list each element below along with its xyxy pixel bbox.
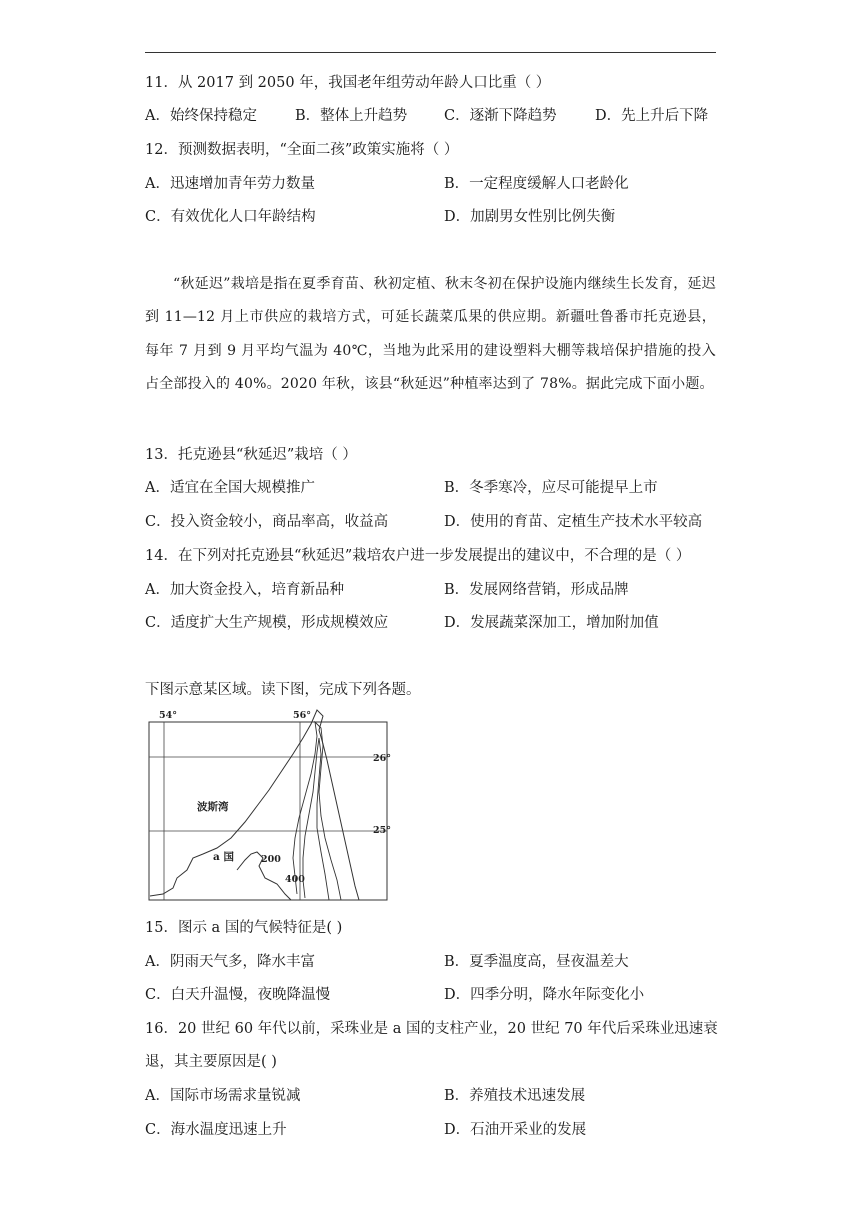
question-16-stem-line1: 16．20 世纪 60 年代以前，采珠业是 a 国的支柱产业，20 世纪 70 年代后采珠业迅速衰 <box>145 1021 718 1037</box>
question-11-option-b: B．整体上升趋势 <box>295 108 408 124</box>
question-15-option-b: B．夏季温度高，昼夜温差大 <box>444 954 629 970</box>
question-11-option-d: D．先上升后下降 <box>595 108 709 124</box>
question-16-option-b: B．养殖技术迅速发展 <box>444 1088 586 1104</box>
question-11-stem: 11．从 2017 到 2050 年，我国老年组劳动年龄人口比重（ ） <box>145 75 551 91</box>
question-13-option-c: C．投入资金较小，商品率高，收益高 <box>145 514 389 530</box>
passage-text: “秋延迟”栽培是指在夏季育苗、秋初定植、秋末冬初在保护设施内继续生长发育，延迟到 11—12 月上市供应的栽培方式，可延长蔬菜瓜果的供应期。新疆吐鲁番市托克逊县，每年 7 月到 9 月平均气温为 40℃，当地为此采用的建设塑料大棚等栽培保护措施的投入占全部投入的 40%。2020 年秋，该县“秋延迟”种植率达到了 78%。据此完成下面小题。 <box>145 276 716 392</box>
header-rule <box>145 52 716 53</box>
question-12-stem: 12．预测数据表明，“全面二孩”政策实施将（ ） <box>145 142 459 158</box>
question-14-option-c: C．适度扩大生产规模，形成规模效应 <box>145 615 389 631</box>
question-11-option-a: A．始终保持稳定 <box>145 108 257 124</box>
contour-label-200: 200 <box>261 854 281 865</box>
question-16-option-a: A．国际市场需求量锐减 <box>145 1088 301 1104</box>
question-14-option-d: D．发展蔬菜深加工，增加附加值 <box>444 615 659 631</box>
contour-400 <box>303 738 329 900</box>
question-11-option-c: C．逐渐下降趋势 <box>444 108 557 124</box>
question-14-stem: 14．在下列对托克逊县“秋延迟”栽培农户进一步发展提出的建议中，不合理的是（ ） <box>145 548 691 564</box>
question-13-option-a: A．适宜在全国大规模推广 <box>145 480 315 496</box>
coastline <box>150 710 359 900</box>
question-15-option-a: A．阴雨天气多，降水丰富 <box>145 954 315 970</box>
question-16-option-d: D．石油开采业的发展 <box>444 1122 587 1138</box>
question-16-stem-line2: 退，其主要原因是( ) <box>145 1054 277 1070</box>
lat-label-25: 25° <box>373 825 391 836</box>
question-13-option-b: B．冬季寒冷，应尽可能提早上市 <box>444 480 658 496</box>
label-persian-gulf: 波斯湾 <box>197 801 229 813</box>
question-14-option-a: A．加大资金投入，培育新品种 <box>145 582 344 598</box>
question-15-stem: 15．图示 a 国的气候特征是( ) <box>145 920 343 936</box>
question-14-option-b: B．发展网络营销，形成品牌 <box>444 582 629 598</box>
question-15-option-d: D．四季分明，降水年际变化小 <box>444 987 645 1003</box>
map-frame <box>149 722 387 900</box>
lon-label-56: 56° <box>293 710 311 721</box>
question-13-option-d: D．使用的育苗、定植生产技术水平较高 <box>444 514 703 530</box>
lon-label-54: 54° <box>159 710 177 721</box>
question-13-stem: 13．托克逊县“秋延迟”栽培（ ） <box>145 447 357 463</box>
question-15-option-c: C．白天升温慢，夜晚降温慢 <box>145 987 331 1003</box>
region-map <box>145 708 397 904</box>
region-map-svg <box>145 708 397 904</box>
question-12-option-b: B．一定程度缓解人口老龄化 <box>444 176 629 192</box>
map-intro: 下图示意某区域。读下图，完成下列各题。 <box>145 682 421 698</box>
question-12-option-a: A．迅速增加青年劳力数量 <box>145 176 315 192</box>
label-country-a: a 国 <box>213 851 234 863</box>
question-12-option-c: C．有效优化人口年龄结构 <box>145 209 316 225</box>
reading-passage <box>145 268 716 401</box>
lat-label-26: 26° <box>373 753 391 764</box>
question-12-option-d: D．加剧男女性别比例失衡 <box>444 209 616 225</box>
contour-label-400: 400 <box>285 874 305 885</box>
question-16-option-c: C．海水温度迅速上升 <box>145 1122 287 1138</box>
